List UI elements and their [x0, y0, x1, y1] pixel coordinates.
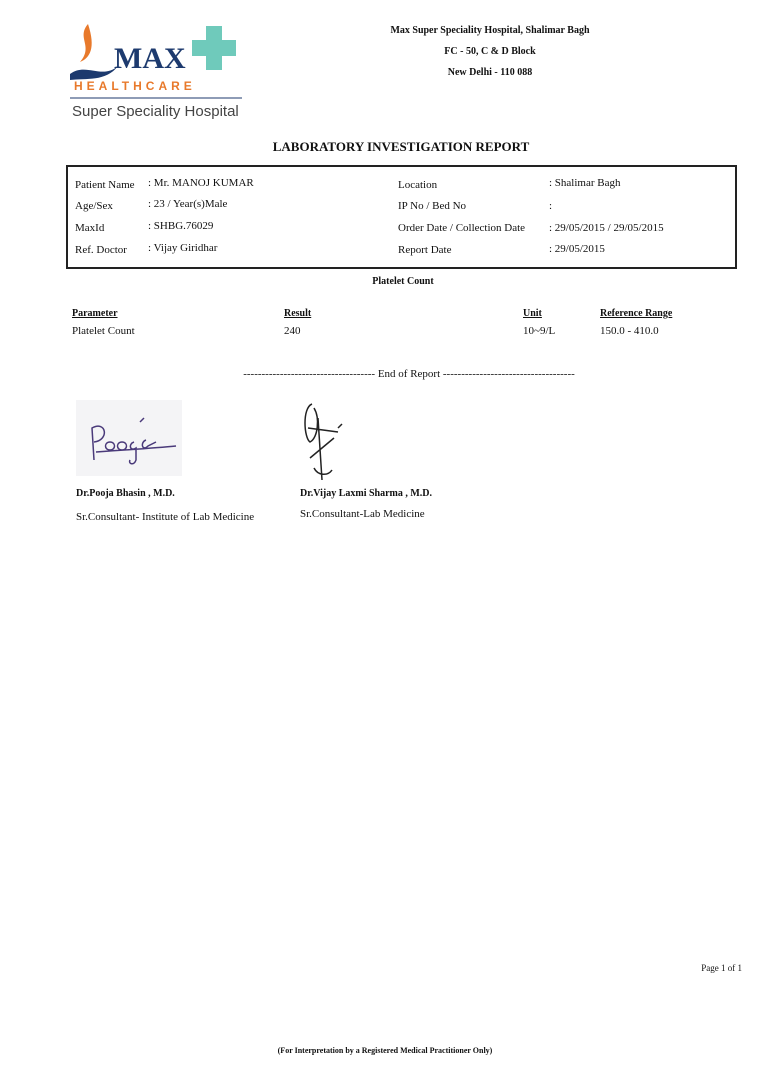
end-of-report: ------------------------------------ End of Report ------------------------------------ [243, 368, 575, 380]
header-reference-range: Reference Range [600, 308, 673, 319]
patient-name-value: : Mr. MANOJ KUMAR [148, 177, 254, 189]
svg-text:HEALTHCARE: HEALTHCARE [74, 79, 196, 93]
age-sex-label: Age/Sex [75, 200, 113, 212]
order-date-label: Order Date / Collection Date [398, 222, 526, 234]
svg-text:MAX: MAX [114, 42, 186, 75]
header-parameter: Parameter [72, 308, 118, 319]
order-date-value: : 29/05/2015 / 29/05/2015 [549, 222, 664, 234]
location-label: Location [398, 179, 438, 191]
ref-doctor-label: Ref. Doctor [75, 244, 127, 256]
header-result: Result [284, 308, 312, 319]
report-date-value: : 29/05/2015 [549, 243, 605, 255]
max-healthcare-logo [66, 18, 246, 124]
location-value: : Shalimar Bagh [549, 177, 621, 189]
page-number: Page 1 of 1 [701, 963, 742, 973]
signatory-1-title: Sr.Consultant- Institute of Lab Medicine [76, 511, 255, 523]
maxid-label: MaxId [75, 222, 105, 234]
signatory-2-name: Dr.Vijay Laxmi Sharma , M.D. [300, 488, 433, 499]
cell-parameter: Platelet Count [72, 325, 135, 337]
signatory-1-name: Dr.Pooja Bhasin , M.D. [76, 488, 175, 499]
cell-reference-range: 150.0 - 410.0 [600, 325, 659, 337]
signature-pooja [76, 400, 182, 476]
hospital-address-1: FC - 50, C & D Block [444, 46, 536, 57]
maxid-value: : SHBG.76029 [148, 220, 214, 232]
age-sex-value: : 23 / Year(s)Male [148, 198, 228, 210]
signatory-2-title: Sr.Consultant-Lab Medicine [300, 508, 425, 520]
footer-note: (For Interpretation by a Registered Medical Practitioner Only) [277, 1046, 493, 1055]
test-name-heading: Platelet Count [372, 276, 434, 287]
ref-doctor-value: : Vijay Giridhar [148, 242, 218, 254]
hospital-address-2: New Delhi - 110 088 [447, 67, 533, 78]
report-title: LABORATORY INVESTIGATION REPORT [272, 139, 530, 154]
report-date-label: Report Date [398, 244, 452, 256]
ip-bed-value: : [549, 200, 553, 212]
svg-text:Super Speciality Hospital: Super Speciality Hospital [72, 103, 239, 120]
hospital-name: Max Super Speciality Hospital, Shalimar Bagh [390, 25, 590, 36]
cell-unit: 10~9/L [523, 325, 556, 337]
signature-vijay-laxmi [298, 398, 348, 482]
cell-result: 240 [284, 325, 301, 337]
ip-bed-label: IP No / Bed No [398, 200, 467, 212]
header-unit: Unit [523, 308, 542, 319]
patient-name-label: Patient Name [75, 179, 135, 191]
